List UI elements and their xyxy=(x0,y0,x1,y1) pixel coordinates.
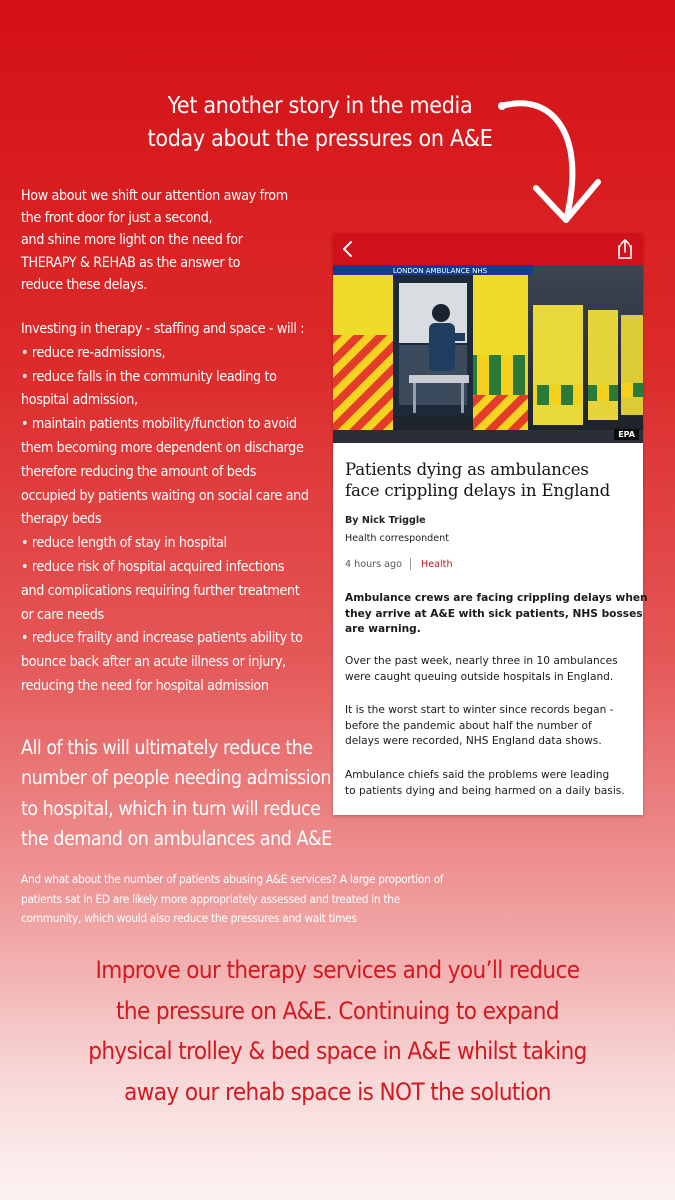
article-title-line: face crippling delays in England xyxy=(345,481,611,500)
news-article-card xyxy=(333,233,648,815)
summary-line: number of people needing admission xyxy=(21,766,331,790)
paragraph-line: Over the past week, nearly three in 10 ambulances xyxy=(345,655,618,667)
ae-abuse-paragraph xyxy=(21,870,541,929)
benefits-line: • reduce frailty and increase patients ability to xyxy=(21,630,303,647)
benefits-line: • reduce length of stay in hospital xyxy=(21,535,227,552)
closing-line: physical trolley & bed space in A&E whilst taking xyxy=(88,1037,587,1065)
photo-credit: EPA xyxy=(614,429,639,440)
article-paragraph xyxy=(345,768,637,799)
article-byline: By Nick Triggle xyxy=(345,515,426,526)
benefits-line: reducing the need for hospital admission xyxy=(21,677,269,694)
photo-sign-text: LONDON AMBULANCE NHS xyxy=(393,267,488,275)
closing-statement xyxy=(40,950,635,1112)
summary-line: All of this will ultimately reduce the xyxy=(21,736,313,759)
benefits-line: therapy beds xyxy=(21,511,102,528)
headline-line: today about the pressures on A&E xyxy=(147,126,493,152)
intro-line: reduce these delays. xyxy=(21,276,148,293)
headline-line: Yet another story in the media xyxy=(167,93,473,119)
benefits-list xyxy=(21,318,341,699)
summary-line: the demand on ambulances and A&E xyxy=(21,827,332,851)
closing-line: away our rehab space is NOT the solution xyxy=(124,1077,551,1106)
curved-arrow-icon xyxy=(480,92,610,232)
article-title xyxy=(345,459,635,501)
benefits-line: • maintain patients mobility/function to avoid xyxy=(21,416,297,433)
lead-line: Ambulance crews are facing crippling delays when xyxy=(345,592,648,604)
author-role: Health correspondent xyxy=(345,533,449,544)
abuse-line: And what about the number of patients abusing A&E services? A large proportion of xyxy=(21,872,444,886)
paragraph-line: before the pandemic about half the number of xyxy=(345,719,592,732)
article-meta xyxy=(345,558,453,570)
lead-line: they arrive at A&E with sick patients, NHS bosses xyxy=(345,607,643,620)
ambulance-photo-illustration xyxy=(333,265,643,443)
article-paragraph xyxy=(345,654,637,685)
benefits-line: • reduce falls in the community leading to xyxy=(21,368,277,385)
benefits-line: or care needs xyxy=(21,606,104,623)
benefits-line: Investing in therapy - staffing and space - will : xyxy=(21,321,305,337)
intro-line: and shine more light on the need for xyxy=(21,232,243,249)
paragraph-line: delays were recorded, NHS England data shows. xyxy=(345,735,602,748)
article-timestamp: 4 hours ago xyxy=(345,558,403,570)
back-icon[interactable] xyxy=(339,239,359,259)
intro-line: How about we shift our attention away from xyxy=(21,188,288,204)
intro-line: the front door for just a second, xyxy=(21,210,213,227)
summary-line: to hospital, which in turn will reduce xyxy=(21,796,321,820)
benefits-line: • reduce risk of hospital acquired infections xyxy=(21,558,285,575)
lead-line: are warning. xyxy=(345,623,421,636)
benefits-line: therefore reducing the amount of beds xyxy=(21,463,257,480)
abuse-line: patients sat in ED are likely more appropriately assessed and treated in the xyxy=(21,891,400,906)
abuse-line: community, which would also reduce the pressures and wait times xyxy=(21,911,357,925)
story-headline xyxy=(100,90,540,156)
article-photo xyxy=(333,265,643,443)
article-title-line: Patients dying as ambulances xyxy=(345,460,589,479)
topic-link[interactable]: Health xyxy=(421,558,453,570)
benefits-line: bounce back after an acute illness or injury, xyxy=(21,654,286,671)
paragraph-line: to patients dying and being harmed on a daily basis. xyxy=(345,784,625,797)
benefits-line: • reduce re-admissions, xyxy=(21,344,166,361)
benefits-line: hospital admission, xyxy=(21,392,138,409)
paragraph-line: It is the worst start to winter since records began - xyxy=(345,704,614,716)
share-icon[interactable] xyxy=(615,238,635,260)
meta-divider xyxy=(410,558,411,570)
closing-line: Improve our therapy services and you’ll reduce xyxy=(95,956,580,984)
benefits-line: them becoming more dependent on discharge xyxy=(21,439,304,456)
summary-paragraph xyxy=(21,733,331,855)
benefits-line: and complications requiring further treatment xyxy=(21,582,300,599)
paragraph-line: were caught queuing outside hospitals in England. xyxy=(345,670,614,683)
paragraph-line: Ambulance chiefs said the problems were leading xyxy=(345,769,610,781)
article-paragraph xyxy=(345,703,637,750)
closing-line: the pressure on A&E. Continuing to expand xyxy=(116,996,559,1025)
article-top-bar xyxy=(333,233,643,265)
benefits-line: occupied by patients waiting on social care and xyxy=(21,487,309,504)
intro-line: THERAPY & REHAB as the answer to xyxy=(21,254,241,271)
intro-paragraph xyxy=(21,185,331,296)
article-lead xyxy=(345,591,648,638)
